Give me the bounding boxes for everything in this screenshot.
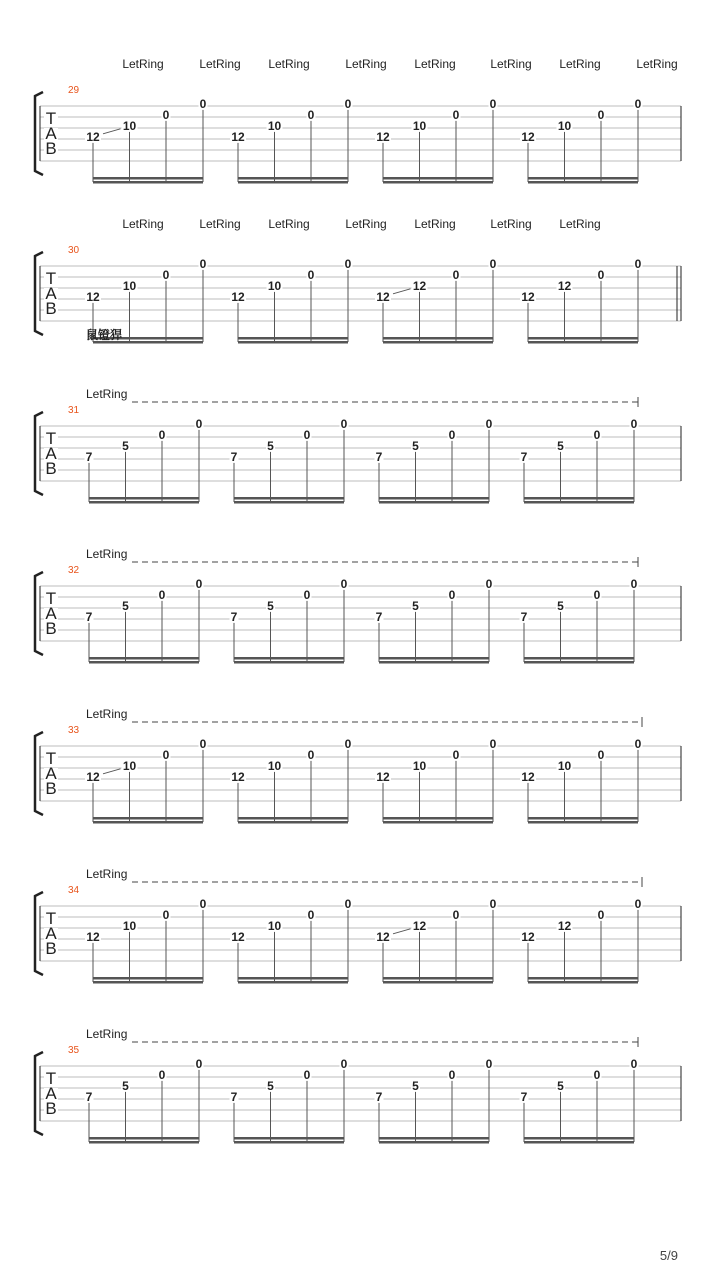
fret-number: 10 <box>122 918 137 933</box>
section-label: 鼠镫猂 <box>86 328 123 342</box>
fret-number: 12 <box>231 929 245 944</box>
fret-number: 0 <box>303 1067 311 1082</box>
fret-number: 0 <box>485 576 493 591</box>
fret-number: 0 <box>344 96 352 111</box>
beat-group <box>520 97 643 184</box>
fret-number: 0 <box>199 256 207 271</box>
fret-number: 10 <box>557 758 572 773</box>
fret-number: 0 <box>340 1056 348 1071</box>
fret-number: 5 <box>122 438 129 453</box>
fret-number: 0 <box>162 267 170 282</box>
beam-primary <box>528 337 638 340</box>
fret-number: 10 <box>122 118 137 133</box>
beam-primary <box>89 497 199 500</box>
beam-secondary <box>89 661 199 664</box>
tab-clef-t: T <box>45 589 57 608</box>
beam-primary <box>234 657 344 660</box>
beat-group <box>230 897 353 984</box>
beam-secondary <box>238 341 348 344</box>
tab-system-33 <box>35 707 681 824</box>
let-ring-label: LetRing <box>86 1027 128 1041</box>
fret-number: 5 <box>267 1078 274 1093</box>
beam-primary <box>93 977 203 980</box>
fret-number: 0 <box>307 107 315 122</box>
fret-number: 12 <box>521 289 535 304</box>
slide-mark <box>393 289 411 294</box>
beam-secondary <box>524 661 634 664</box>
fret-number: 12 <box>231 769 245 784</box>
let-ring-label: LetRing <box>414 217 456 231</box>
fret-number: 7 <box>520 449 528 464</box>
fret-number: 0 <box>307 907 315 922</box>
beat-group <box>85 1057 204 1144</box>
beat-group <box>230 417 349 504</box>
tab-clef-a: A <box>45 444 57 463</box>
fret-number: 10 <box>267 278 282 293</box>
bar-number: 31 <box>68 405 80 416</box>
beam-secondary <box>238 181 348 184</box>
beam-primary <box>383 977 493 980</box>
fret-number: 5 <box>557 438 564 453</box>
beat-group <box>520 897 643 984</box>
system-bracket <box>35 92 43 175</box>
beam-primary <box>383 177 493 180</box>
fret-number: 0 <box>303 427 311 442</box>
beam-primary <box>234 497 344 500</box>
fret-number: 5 <box>267 598 274 613</box>
tab-system-31 <box>35 327 681 504</box>
fret-number: 0 <box>340 416 348 431</box>
fret-number: 0 <box>597 267 605 282</box>
beam-primary <box>238 177 348 180</box>
fret-number: 5 <box>412 598 419 613</box>
tab-clef-a: A <box>45 284 57 303</box>
fret-number: 0 <box>195 416 203 431</box>
let-ring-label: LetRing <box>490 57 532 71</box>
beam-secondary <box>528 341 638 344</box>
fret-number: 0 <box>162 907 170 922</box>
beam-secondary <box>383 341 493 344</box>
beam-primary <box>528 977 638 980</box>
beam-secondary <box>234 1141 344 1144</box>
tab-clef-b: B <box>45 299 57 318</box>
beat-group <box>375 1057 494 1144</box>
tab-clef-a: A <box>45 124 57 143</box>
fret-number: 10 <box>412 758 427 773</box>
tab-system-30 <box>35 217 681 344</box>
system-bracket <box>35 572 43 655</box>
let-ring-label: LetRing <box>268 217 310 231</box>
beat-group <box>230 737 353 824</box>
fret-number: 0 <box>593 427 601 442</box>
beat-group <box>230 1057 349 1144</box>
fret-number: 0 <box>303 587 311 602</box>
beam-secondary <box>93 981 203 984</box>
fret-number: 0 <box>597 907 605 922</box>
bar-number: 34 <box>68 885 80 896</box>
tab-system-32 <box>35 547 681 664</box>
beam-primary <box>238 817 348 820</box>
beam-primary <box>524 1137 634 1140</box>
let-ring-label: LetRing <box>559 217 601 231</box>
fret-number: 7 <box>230 609 238 624</box>
tab-system-34 <box>35 867 681 984</box>
fret-number: 0 <box>307 747 315 762</box>
beam-primary <box>238 337 348 340</box>
fret-number: 7 <box>230 1089 238 1104</box>
fret-number: 0 <box>199 896 207 911</box>
tab-system-35 <box>35 1027 681 1144</box>
fret-number: 0 <box>158 587 166 602</box>
fret-number: 0 <box>340 576 348 591</box>
fret-number: 7 <box>375 449 383 464</box>
fret-number: 0 <box>452 107 460 122</box>
bar-number: 33 <box>68 725 80 736</box>
let-ring-label: LetRing <box>122 57 164 71</box>
beam-primary <box>528 177 638 180</box>
beat-group <box>375 417 494 504</box>
fret-number: 0 <box>158 427 166 442</box>
fret-number: 0 <box>593 587 601 602</box>
slide-mark <box>103 769 121 774</box>
fret-number: 0 <box>489 896 497 911</box>
let-ring-label: LetRing <box>86 547 128 561</box>
slide-mark <box>393 929 411 934</box>
fret-number: 0 <box>452 907 460 922</box>
fret-number: 12 <box>376 769 390 784</box>
beam-secondary <box>383 181 493 184</box>
fret-number: 0 <box>489 736 497 751</box>
let-ring-label: LetRing <box>199 217 241 231</box>
fret-number: 0 <box>452 267 460 282</box>
beat-group <box>85 897 208 984</box>
fret-number: 7 <box>85 609 93 624</box>
fret-number: 7 <box>85 1089 93 1104</box>
beam-secondary <box>379 501 489 504</box>
beat-group <box>85 97 208 184</box>
fret-number: 0 <box>199 736 207 751</box>
beam-secondary <box>528 181 638 184</box>
let-ring-label: LetRing <box>490 217 532 231</box>
beam-secondary <box>383 981 493 984</box>
fret-number: 7 <box>375 609 383 624</box>
fret-number: 10 <box>122 278 137 293</box>
beat-group <box>375 97 498 184</box>
bar-number: 30 <box>68 245 80 256</box>
fret-number: 0 <box>344 896 352 911</box>
beam-primary <box>379 657 489 660</box>
tab-clef-b: B <box>45 139 57 158</box>
tab-clef-a: A <box>45 604 57 623</box>
beam-secondary <box>89 501 199 504</box>
fret-number: 12 <box>521 929 535 944</box>
fret-number: 5 <box>122 1078 129 1093</box>
beam-primary <box>379 497 489 500</box>
fret-number: 7 <box>520 1089 528 1104</box>
fret-number: 0 <box>344 736 352 751</box>
beat-group <box>85 577 204 664</box>
let-ring-label: LetRing <box>345 217 387 231</box>
beam-secondary <box>383 821 493 824</box>
tab-clef-a: A <box>45 1084 57 1103</box>
beam-primary <box>379 1137 489 1140</box>
beam-primary <box>524 497 634 500</box>
fret-number: 10 <box>557 118 572 133</box>
fret-number: 0 <box>634 96 642 111</box>
fret-number: 12 <box>231 289 245 304</box>
fret-number: 12 <box>521 769 535 784</box>
system-bracket <box>35 892 43 975</box>
let-ring-label: LetRing <box>345 57 387 71</box>
beam-primary <box>528 817 638 820</box>
beat-group <box>85 737 208 824</box>
fret-number: 5 <box>267 438 274 453</box>
fret-number: 12 <box>412 278 427 293</box>
fret-number: 0 <box>199 96 207 111</box>
tab-clef-b: B <box>45 459 57 478</box>
beam-secondary <box>234 501 344 504</box>
fret-number: 0 <box>634 896 642 911</box>
fret-number: 0 <box>630 1056 638 1071</box>
fret-number: 12 <box>557 918 572 933</box>
fret-number: 0 <box>485 1056 493 1071</box>
let-ring-label: LetRing <box>122 217 164 231</box>
page-number: 5/9 <box>659 1248 678 1263</box>
beam-secondary <box>89 1141 199 1144</box>
fret-number: 0 <box>448 427 456 442</box>
fret-number: 7 <box>85 449 93 464</box>
tab-clef-t: T <box>45 909 57 928</box>
fret-number: 12 <box>231 129 245 144</box>
beam-secondary <box>238 821 348 824</box>
system-bracket <box>35 412 43 495</box>
fret-number: 0 <box>162 107 170 122</box>
tab-clef-b: B <box>45 779 57 798</box>
fret-number: 5 <box>122 598 129 613</box>
fret-number: 12 <box>376 929 390 944</box>
beam-primary <box>238 977 348 980</box>
beam-secondary <box>93 821 203 824</box>
fret-number: 0 <box>195 576 203 591</box>
fret-number: 0 <box>344 256 352 271</box>
fret-number: 0 <box>485 416 493 431</box>
bar-number: 32 <box>68 565 80 576</box>
beam-primary <box>93 817 203 820</box>
beam-secondary <box>524 501 634 504</box>
beat-group <box>520 1057 639 1144</box>
fret-number: 0 <box>489 96 497 111</box>
let-ring-label: LetRing <box>86 867 128 881</box>
beat-group <box>520 257 643 344</box>
let-ring-label: LetRing <box>86 387 128 401</box>
fret-number: 12 <box>521 129 535 144</box>
beat-group <box>375 897 498 984</box>
tab-clef-t: T <box>45 109 57 128</box>
fret-number: 5 <box>412 438 419 453</box>
fret-number: 0 <box>593 1067 601 1082</box>
bar-number: 29 <box>68 85 80 96</box>
system-bracket <box>35 732 43 815</box>
fret-number: 10 <box>267 758 282 773</box>
fret-number: 10 <box>267 118 282 133</box>
let-ring-label: LetRing <box>86 707 128 721</box>
beam-primary <box>89 1137 199 1140</box>
beat-group <box>520 417 639 504</box>
slide-mark <box>103 129 121 134</box>
fret-number: 7 <box>520 609 528 624</box>
tab-clef-t: T <box>45 269 57 288</box>
fret-number: 0 <box>195 1056 203 1071</box>
fret-number: 7 <box>230 449 238 464</box>
beam-primary <box>89 657 199 660</box>
fret-number: 0 <box>448 587 456 602</box>
fret-number: 12 <box>86 289 100 304</box>
fret-number: 0 <box>452 747 460 762</box>
fret-number: 10 <box>412 118 427 133</box>
fret-number: 12 <box>86 769 100 784</box>
tab-clef-a: A <box>45 764 57 783</box>
beat-group <box>230 257 353 344</box>
fret-number: 7 <box>375 1089 383 1104</box>
beam-secondary <box>238 981 348 984</box>
fret-number: 12 <box>376 289 390 304</box>
beat-group <box>520 577 639 664</box>
fret-number: 0 <box>634 736 642 751</box>
tab-clef-a: A <box>45 924 57 943</box>
beat-group <box>375 577 494 664</box>
fret-number: 0 <box>630 416 638 431</box>
fret-number: 10 <box>122 758 137 773</box>
fret-number: 0 <box>448 1067 456 1082</box>
beam-primary <box>383 337 493 340</box>
tab-clef-t: T <box>45 749 57 768</box>
beam-secondary <box>93 181 203 184</box>
system-bracket <box>35 1052 43 1135</box>
let-ring-label: LetRing <box>199 57 241 71</box>
fret-number: 0 <box>307 267 315 282</box>
tab-clef-t: T <box>45 429 57 448</box>
system-bracket <box>35 252 43 335</box>
fret-number: 5 <box>557 1078 564 1093</box>
beam-primary <box>524 657 634 660</box>
beat-group <box>375 257 498 344</box>
fret-number: 12 <box>86 929 100 944</box>
let-ring-label: LetRing <box>559 57 601 71</box>
beam-secondary <box>379 1141 489 1144</box>
beat-group <box>230 97 353 184</box>
fret-number: 12 <box>557 278 572 293</box>
fret-number: 12 <box>376 129 390 144</box>
beat-group <box>375 737 498 824</box>
tab-system-29 <box>35 57 681 184</box>
beam-secondary <box>524 1141 634 1144</box>
let-ring-label: LetRing <box>268 57 310 71</box>
bar-number: 35 <box>68 1045 80 1056</box>
beat-group <box>85 417 204 504</box>
fret-number: 0 <box>634 256 642 271</box>
fret-number: 0 <box>489 256 497 271</box>
fret-number: 12 <box>86 129 100 144</box>
fret-number: 10 <box>267 918 282 933</box>
beat-group <box>520 737 643 824</box>
fret-number: 0 <box>597 747 605 762</box>
let-ring-label: LetRing <box>636 57 678 71</box>
tab-clef-t: T <box>45 1069 57 1088</box>
fret-number: 0 <box>158 1067 166 1082</box>
beam-primary <box>383 817 493 820</box>
tab-clef-b: B <box>45 619 57 638</box>
fret-number: 5 <box>557 598 564 613</box>
beam-primary <box>234 1137 344 1140</box>
beam-secondary <box>234 661 344 664</box>
beat-group <box>230 577 349 664</box>
beam-primary <box>93 177 203 180</box>
tab-clef-b: B <box>45 939 57 958</box>
fret-number: 5 <box>412 1078 419 1093</box>
tab-clef-b: B <box>45 1099 57 1118</box>
beam-secondary <box>528 981 638 984</box>
fret-number: 0 <box>597 107 605 122</box>
fret-number: 0 <box>162 747 170 762</box>
beam-secondary <box>528 821 638 824</box>
fret-number: 0 <box>630 576 638 591</box>
fret-number: 12 <box>412 918 427 933</box>
beam-secondary <box>379 661 489 664</box>
let-ring-label: LetRing <box>414 57 456 71</box>
